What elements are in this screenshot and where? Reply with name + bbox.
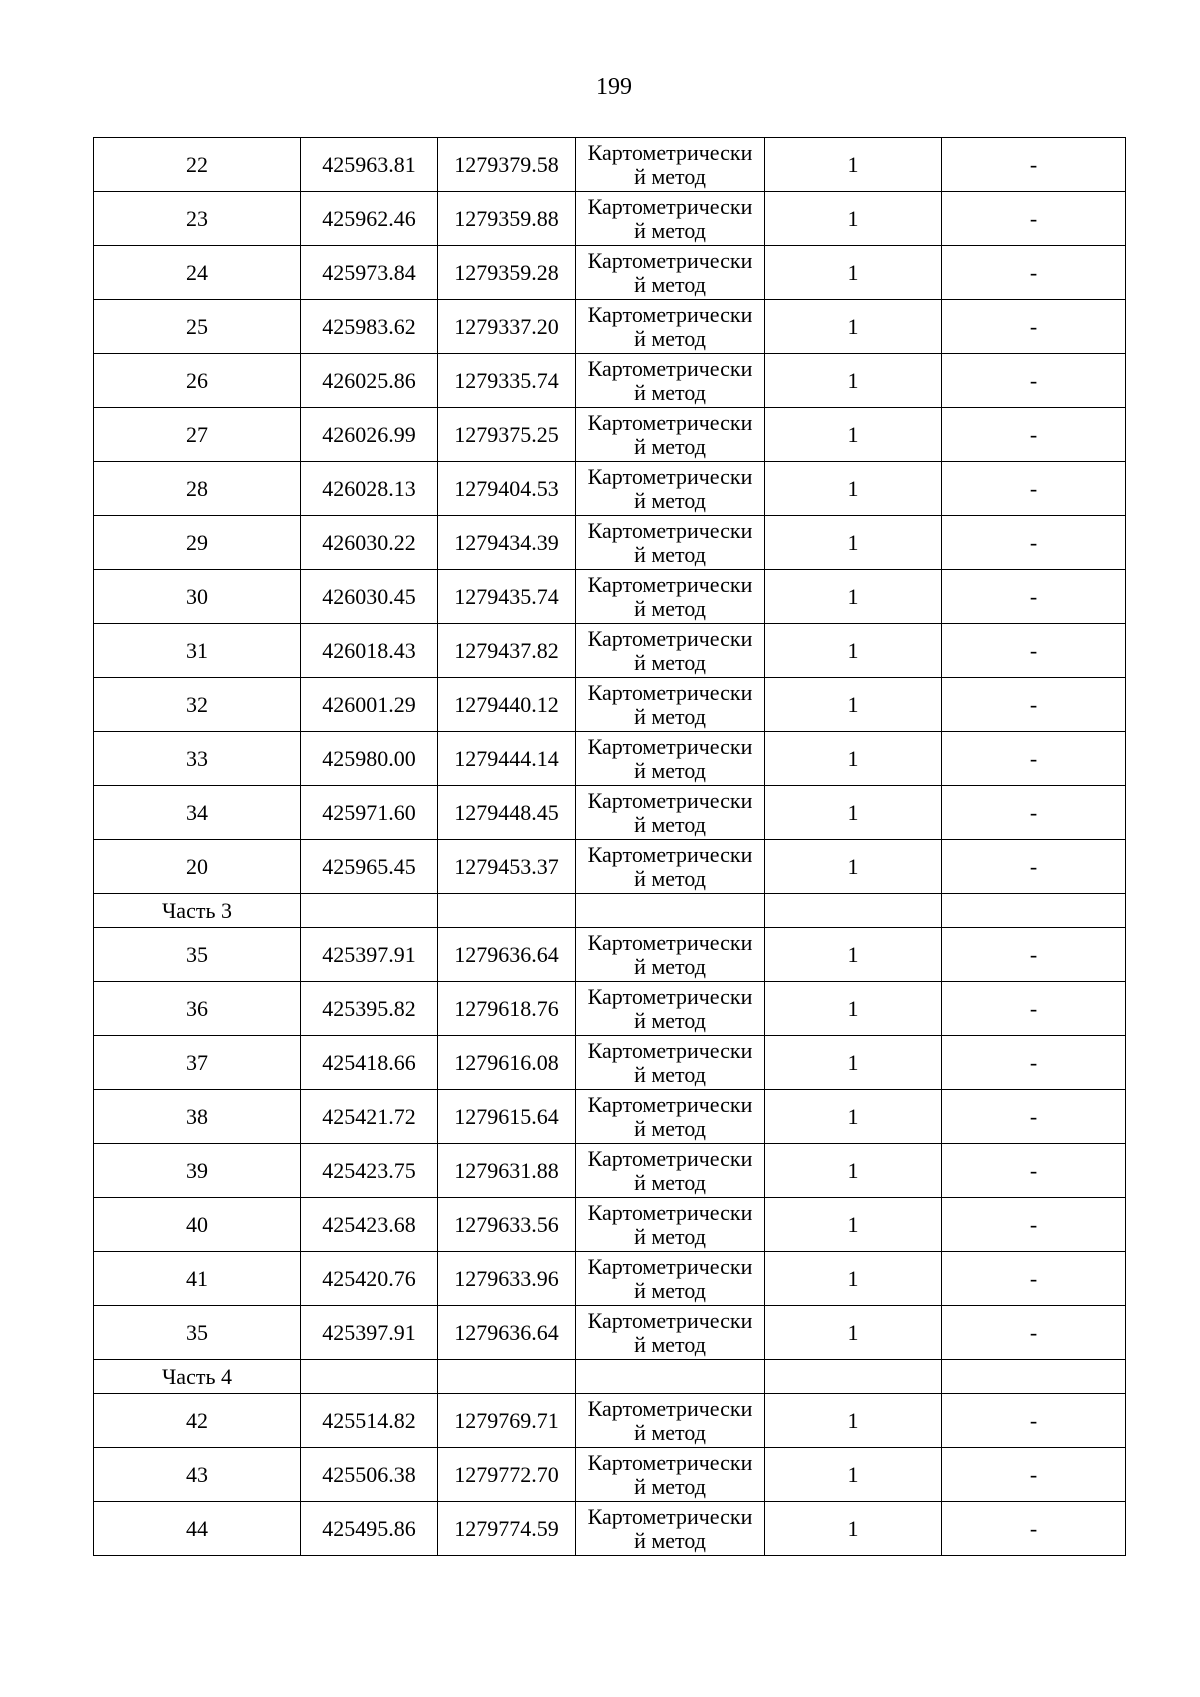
point-number-cell: 36 [94,982,301,1036]
table-row [94,678,1126,732]
accuracy-cell: 1 [765,300,942,354]
page-number: 199 [596,74,632,100]
point-number-cell: 43 [94,1448,301,1502]
note-cell: - [942,138,1126,192]
empty-cell [438,894,576,928]
x-coordinate-cell: 425514.82 [301,1394,438,1448]
point-number-cell: 37 [94,1036,301,1090]
note-cell: - [942,678,1126,732]
y-coordinate-cell: 1279618.76 [438,982,576,1036]
empty-cell [576,894,765,928]
method-text-line-2: й метод [634,487,706,513]
x-coordinate-cell: 426028.13 [301,462,438,516]
table-row [94,1502,1126,1556]
table-row [94,462,1126,516]
table-row [94,1036,1126,1090]
note-cell: - [942,786,1126,840]
table-row [94,624,1126,678]
table-row [94,138,1126,192]
empty-cell [438,1360,576,1394]
x-coordinate-cell: 425395.82 [301,982,438,1036]
table-row [94,1252,1126,1306]
method-text-line-1: Картометрически [587,139,753,165]
point-number-cell: 35 [94,1306,301,1360]
x-coordinate-cell: 425420.76 [301,1252,438,1306]
method-text-line-1: Картометрически [587,625,753,651]
x-coordinate-cell: 425397.91 [301,1306,438,1360]
x-coordinate-cell: 426001.29 [301,678,438,732]
method-text-line-2: й метод [634,433,706,459]
y-coordinate-cell: 1279636.64 [438,1306,576,1360]
table-body [94,138,1126,1556]
method-text-line-2: й метод [634,541,706,567]
method-text-line-1: Картометрически [587,193,753,219]
point-number-cell: 25 [94,300,301,354]
x-coordinate-cell: 425963.81 [301,138,438,192]
accuracy-cell: 1 [765,246,942,300]
method-text-line-2: й метод [634,703,706,729]
method-text-line-1: Картометрически [587,247,753,273]
section-row [94,894,1126,928]
point-number-cell: 33 [94,732,301,786]
note-cell: - [942,1144,1126,1198]
y-coordinate-cell: 1279444.14 [438,732,576,786]
note-cell: - [942,1198,1126,1252]
method-text-line-1: Картометрически [587,1037,753,1063]
method-text-line-2: й метод [634,1115,706,1141]
table-row [94,1448,1126,1502]
x-coordinate-cell: 426030.45 [301,570,438,624]
empty-cell [576,1360,765,1394]
y-coordinate-cell: 1279769.71 [438,1394,576,1448]
x-coordinate-cell: 425423.75 [301,1144,438,1198]
section-row [94,1360,1126,1394]
method-cell [576,624,765,678]
accuracy-cell: 1 [765,1502,942,1556]
y-coordinate-cell: 1279633.56 [438,1198,576,1252]
method-text-line-1: Картометрически [587,1395,753,1421]
method-text-line-2: й метод [634,953,706,979]
point-number-cell: 41 [94,1252,301,1306]
method-cell [576,1036,765,1090]
method-cell [576,246,765,300]
empty-cell [765,1360,942,1394]
x-coordinate-cell: 425495.86 [301,1502,438,1556]
method-text-line-2: й метод [634,811,706,837]
y-coordinate-cell: 1279774.59 [438,1502,576,1556]
y-coordinate-cell: 1279434.39 [438,516,576,570]
method-cell [576,928,765,982]
note-cell: - [942,246,1126,300]
point-number-cell: 40 [94,1198,301,1252]
x-coordinate-cell: 425418.66 [301,1036,438,1090]
note-cell: - [942,1394,1126,1448]
y-coordinate-cell: 1279636.64 [438,928,576,982]
method-text-line-1: Картометрически [587,1307,753,1333]
method-text-line-2: й метод [634,1223,706,1249]
accuracy-cell: 1 [765,354,942,408]
method-cell [576,1198,765,1252]
empty-cell [765,894,942,928]
y-coordinate-cell: 1279615.64 [438,1090,576,1144]
accuracy-cell: 1 [765,138,942,192]
note-cell: - [942,1306,1126,1360]
note-cell: - [942,462,1126,516]
table-row [94,192,1126,246]
method-text-line-1: Картометрически [587,733,753,759]
method-text-line-1: Картометрически [587,787,753,813]
method-cell [576,1252,765,1306]
method-text-line-2: й метод [634,379,706,405]
method-cell [576,732,765,786]
method-cell [576,678,765,732]
empty-cell [301,894,438,928]
method-text-line-2: й метод [634,1473,706,1499]
x-coordinate-cell: 425980.00 [301,732,438,786]
y-coordinate-cell: 1279453.37 [438,840,576,894]
method-text-line-2: й метод [634,163,706,189]
y-coordinate-cell: 1279616.08 [438,1036,576,1090]
x-coordinate-cell: 426026.99 [301,408,438,462]
empty-cell [301,1360,438,1394]
empty-cell [942,894,1126,928]
method-text-line-2: й метод [634,271,706,297]
x-coordinate-cell: 425971.60 [301,786,438,840]
x-coordinate-cell: 425973.84 [301,246,438,300]
point-number-cell: 30 [94,570,301,624]
note-cell: - [942,840,1126,894]
method-text-line-2: й метод [634,1061,706,1087]
table-row [94,246,1126,300]
point-number-cell: 29 [94,516,301,570]
y-coordinate-cell: 1279404.53 [438,462,576,516]
accuracy-cell: 1 [765,624,942,678]
x-coordinate-cell: 425397.91 [301,928,438,982]
method-text-line-2: й метод [634,757,706,783]
table-row [94,1090,1126,1144]
note-cell: - [942,624,1126,678]
empty-cell [942,1360,1126,1394]
method-text-line-1: Картометрически [587,571,753,597]
y-coordinate-cell: 1279359.88 [438,192,576,246]
y-coordinate-cell: 1279375.25 [438,408,576,462]
table-row [94,1198,1126,1252]
method-text-line-1: Картометрически [587,1253,753,1279]
method-text-line-1: Картометрически [587,983,753,1009]
note-cell: - [942,1448,1126,1502]
note-cell: - [942,192,1126,246]
note-cell: - [942,732,1126,786]
point-number-cell: 44 [94,1502,301,1556]
method-cell [576,300,765,354]
method-text-line-2: й метод [634,1419,706,1445]
accuracy-cell: 1 [765,928,942,982]
method-text-line-2: й метод [634,1169,706,1195]
section-label: Часть 4 [94,1360,301,1394]
method-cell [576,1394,765,1448]
note-cell: - [942,570,1126,624]
y-coordinate-cell: 1279335.74 [438,354,576,408]
method-cell [576,840,765,894]
method-text-line-2: й метод [634,1007,706,1033]
accuracy-cell: 1 [765,570,942,624]
y-coordinate-cell: 1279440.12 [438,678,576,732]
note-cell: - [942,300,1126,354]
accuracy-cell: 1 [765,982,942,1036]
point-number-cell: 24 [94,246,301,300]
point-number-cell: 38 [94,1090,301,1144]
x-coordinate-cell: 426018.43 [301,624,438,678]
accuracy-cell: 1 [765,462,942,516]
y-coordinate-cell: 1279772.70 [438,1448,576,1502]
note-cell: - [942,408,1126,462]
method-text-line-2: й метод [634,1527,706,1553]
y-coordinate-cell: 1279379.58 [438,138,576,192]
point-number-cell: 39 [94,1144,301,1198]
method-text-line-1: Картометрически [587,1199,753,1225]
y-coordinate-cell: 1279435.74 [438,570,576,624]
method-text-line-2: й метод [634,865,706,891]
accuracy-cell: 1 [765,1090,942,1144]
x-coordinate-cell: 425423.68 [301,1198,438,1252]
method-text-line-2: й метод [634,1277,706,1303]
point-number-cell: 28 [94,462,301,516]
method-text-line-1: Картометрически [587,1091,753,1117]
method-text-line-1: Картометрически [587,463,753,489]
x-coordinate-cell: 425506.38 [301,1448,438,1502]
accuracy-cell: 1 [765,1394,942,1448]
table-row [94,928,1126,982]
x-coordinate-cell: 426030.22 [301,516,438,570]
table-row [94,408,1126,462]
method-text-line-2: й метод [634,649,706,675]
y-coordinate-cell: 1279437.82 [438,624,576,678]
method-cell [576,982,765,1036]
method-cell [576,516,765,570]
note-cell: - [942,1090,1126,1144]
accuracy-cell: 1 [765,840,942,894]
accuracy-cell: 1 [765,1306,942,1360]
note-cell: - [942,928,1126,982]
section-label: Часть 3 [94,894,301,928]
method-cell [576,138,765,192]
method-cell [576,1090,765,1144]
method-cell [576,570,765,624]
table-row [94,840,1126,894]
method-cell [576,1306,765,1360]
point-number-cell: 20 [94,840,301,894]
method-text-line-1: Картометрически [587,301,753,327]
method-cell [576,462,765,516]
table-row [94,354,1126,408]
method-cell [576,786,765,840]
note-cell: - [942,1252,1126,1306]
method-text-line-1: Картометрически [587,841,753,867]
table-row [94,516,1126,570]
point-number-cell: 22 [94,138,301,192]
method-text-line-1: Картометрически [587,517,753,543]
method-text-line-2: й метод [634,217,706,243]
method-text-line-1: Картометрически [587,1503,753,1529]
point-number-cell: 26 [94,354,301,408]
table-row [94,732,1126,786]
x-coordinate-cell: 425421.72 [301,1090,438,1144]
table-row [94,1306,1126,1360]
note-cell: - [942,516,1126,570]
x-coordinate-cell: 425983.62 [301,300,438,354]
point-number-cell: 35 [94,928,301,982]
y-coordinate-cell: 1279633.96 [438,1252,576,1306]
table-row [94,1144,1126,1198]
coordinates-table [93,137,1126,1556]
accuracy-cell: 1 [765,786,942,840]
point-number-cell: 32 [94,678,301,732]
method-cell [576,354,765,408]
y-coordinate-cell: 1279631.88 [438,1144,576,1198]
method-cell [576,1144,765,1198]
table-row [94,570,1126,624]
accuracy-cell: 1 [765,516,942,570]
table-row [94,300,1126,354]
method-text-line-1: Картометрически [587,1145,753,1171]
accuracy-cell: 1 [765,192,942,246]
note-cell: - [942,982,1126,1036]
y-coordinate-cell: 1279448.45 [438,786,576,840]
accuracy-cell: 1 [765,1036,942,1090]
x-coordinate-cell: 425965.45 [301,840,438,894]
accuracy-cell: 1 [765,1448,942,1502]
table-row [94,982,1126,1036]
method-text-line-1: Картометрически [587,409,753,435]
point-number-cell: 42 [94,1394,301,1448]
method-text-line-1: Картометрически [587,1449,753,1475]
point-number-cell: 31 [94,624,301,678]
x-coordinate-cell: 426025.86 [301,354,438,408]
accuracy-cell: 1 [765,1144,942,1198]
note-cell: - [942,1036,1126,1090]
method-cell [576,1448,765,1502]
method-cell [576,1502,765,1556]
method-text-line-1: Картометрически [587,355,753,381]
note-cell: - [942,1502,1126,1556]
method-text-line-2: й метод [634,1331,706,1357]
method-cell [576,192,765,246]
accuracy-cell: 1 [765,1252,942,1306]
table-row [94,786,1126,840]
method-cell [576,408,765,462]
point-number-cell: 27 [94,408,301,462]
x-coordinate-cell: 425962.46 [301,192,438,246]
point-number-cell: 23 [94,192,301,246]
note-cell: - [942,354,1126,408]
point-number-cell: 34 [94,786,301,840]
method-text-line-2: й метод [634,595,706,621]
table-row [94,1394,1126,1448]
accuracy-cell: 1 [765,408,942,462]
method-text-line-1: Картометрически [587,679,753,705]
accuracy-cell: 1 [765,732,942,786]
accuracy-cell: 1 [765,1198,942,1252]
y-coordinate-cell: 1279359.28 [438,246,576,300]
method-text-line-2: й метод [634,325,706,351]
accuracy-cell: 1 [765,678,942,732]
method-text-line-1: Картометрически [587,929,753,955]
y-coordinate-cell: 1279337.20 [438,300,576,354]
